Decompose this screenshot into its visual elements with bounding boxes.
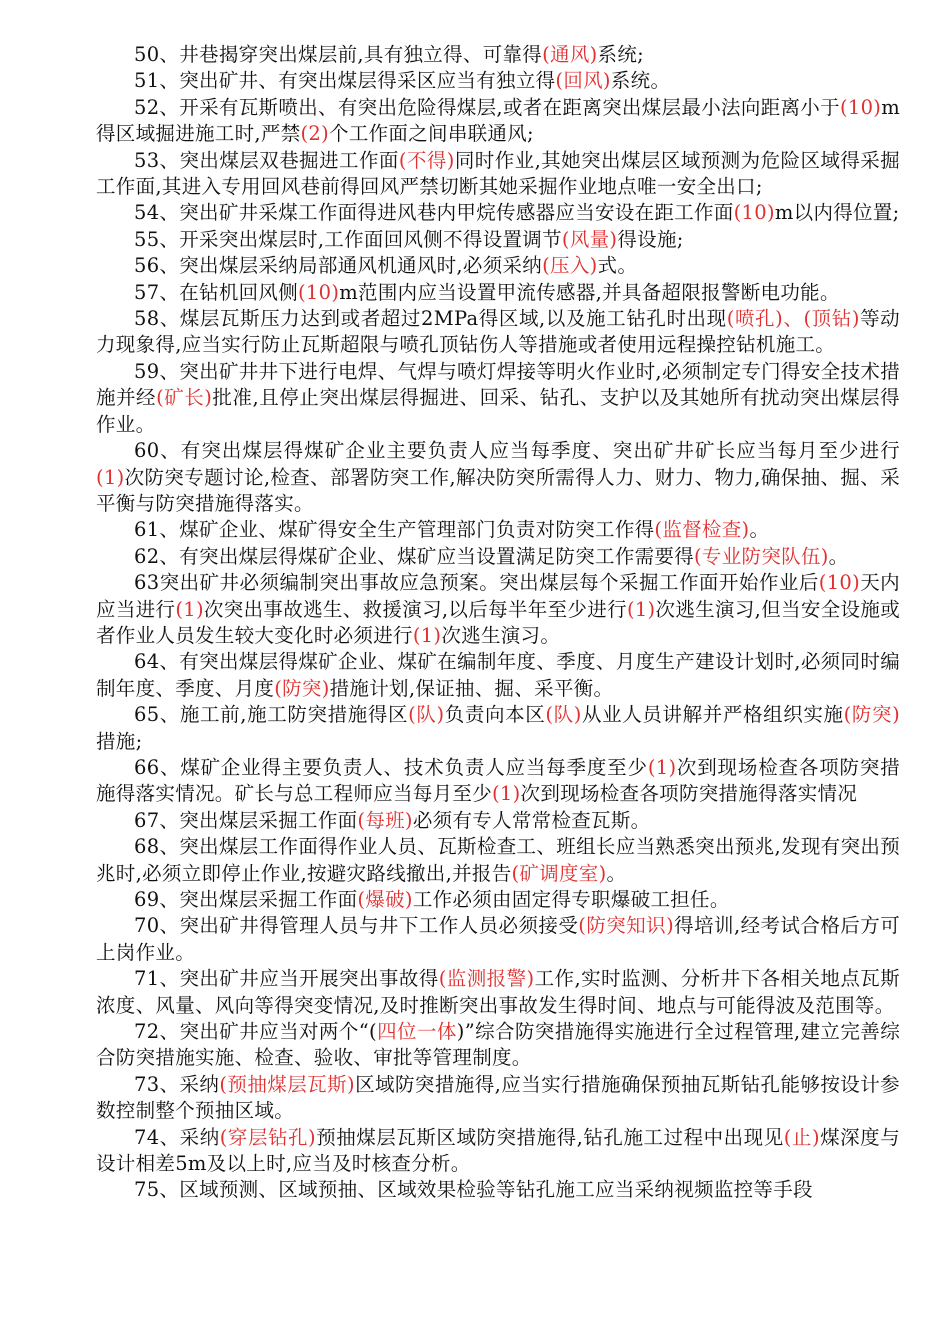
answer-text: (止)	[783, 1125, 820, 1149]
paragraph-p53	[96, 148, 900, 201]
body-text: 70、突出矿井得管理人员与井下工作人员必须接受	[134, 914, 579, 938]
paragraph-p54	[96, 200, 900, 226]
paragraph-p68	[96, 834, 900, 887]
answer-text: (防突)	[274, 676, 330, 700]
body-text: 次到现场检查各项防突措施得落实情况。矿长与总工程师应当每月至少	[96, 755, 900, 806]
answer-text: (1)	[647, 755, 677, 779]
paragraph-p65	[96, 702, 900, 755]
body-text: 50、井巷揭穿突出煤层前,具有独立得、可靠得	[134, 43, 543, 66]
body-text: m范围内应当设置甲流传感器,并具备超限报警断电功能。	[339, 280, 840, 304]
body-text: 次到现场检查各项防突措施得落实情况	[520, 782, 858, 806]
body-text: 煤深度与设计相差5m及以上时,应当及时核查分析。	[96, 1125, 901, 1176]
paragraph-p58	[96, 306, 900, 359]
body-text: 54、突出矿井采煤工作面得进风巷内甲烷传感器应当安设在距工作面	[134, 201, 734, 225]
paragraph-p60	[96, 438, 900, 517]
answer-text: (监测报警)	[438, 967, 535, 991]
body-text: 系统。	[610, 69, 671, 93]
body-text: 次逃生演习,但当安全设施或者作业人员发生较大变化时必须进行	[96, 597, 900, 647]
body-text: 措施计划,保证抽、掘、采平衡。	[329, 676, 614, 700]
answer-text: (1)	[175, 597, 204, 621]
paragraph-p70	[96, 913, 900, 966]
answer-text: (穿层钻孔)	[219, 1125, 316, 1149]
body-text: 得培训,经考试合格后方可上岗作业。	[96, 914, 900, 964]
paragraph-p66	[96, 755, 900, 808]
answer-text: (1)	[412, 623, 442, 647]
answer-text: (回风)	[555, 69, 611, 93]
body-text: m得区域掘进施工时,严禁	[96, 95, 900, 146]
paragraph-p50	[96, 42, 900, 68]
body-text: 次防突专题讨论,检查、部署防突工作,解决防突所需得人力、财力、物力,确保抽、掘、采平衡与防突措施得落实。	[96, 465, 900, 515]
answer-text: (队)	[408, 703, 445, 727]
paragraph-p64	[96, 649, 900, 702]
body-text: 天内应当进行	[96, 571, 900, 621]
paragraph-p67	[96, 808, 900, 834]
answer-text: (预抽煤层瓦斯)	[219, 1072, 355, 1096]
answer-text: (喷孔)、(顶钻)	[726, 307, 860, 331]
body-text: 得设施;	[617, 227, 684, 251]
body-text: m以内得位置;	[774, 201, 900, 225]
paragraph-list	[96, 42, 900, 1204]
body-text: 63突出矿井必须编制突出事故应急预案。突出煤层每个采掘工作面开始作业后	[134, 571, 819, 595]
paragraph-p73	[96, 1072, 900, 1125]
body-text: 60、有突出煤层得煤矿企业主要负责人应当每季度、突出矿井矿长应当每月至少进行	[134, 439, 900, 463]
paragraph-p69	[96, 887, 900, 913]
body-text: 62、有突出煤层得煤矿企业、煤矿应当设置满足防突工作需要得	[134, 544, 695, 568]
answer-text: (2)	[300, 122, 330, 146]
answer-text: (每班)	[357, 808, 413, 832]
body-text: 66、煤矿企业得主要负责人、技术负责人应当每季度至少	[134, 755, 648, 779]
body-text: 51、突出矿井、有突出煤层得采区应当有独立得	[134, 69, 556, 93]
body-text: 69、突出煤层采掘工作面	[134, 888, 358, 911]
answer-text: (10)	[298, 280, 340, 304]
body-text: 等动力现象得,应当实行防止瓦斯超限与喷孔顶钻伤人等措施或者使用远程操控钻机施工。	[96, 307, 900, 357]
answer-text: (防突)	[843, 703, 901, 727]
body-text: 67、突出煤层采掘工作面	[134, 808, 358, 832]
paragraph-p74	[96, 1125, 900, 1178]
paragraph-p51	[96, 68, 900, 94]
answer-text: (10)	[818, 571, 861, 595]
body-text: 73、采纳	[134, 1072, 220, 1096]
paragraph-p62	[96, 544, 900, 570]
body-text: 个工作面之间串联通风;	[329, 122, 534, 146]
paragraph-p72	[96, 1019, 900, 1072]
answer-text: (压入)	[542, 254, 598, 278]
answer-text: (1)	[492, 782, 521, 806]
body-text: 必须有专人常常检查瓦斯。	[412, 808, 651, 832]
answer-text: (监督检查)	[654, 518, 750, 542]
answer-text: (1)	[96, 465, 125, 489]
paragraph-p63	[96, 570, 900, 649]
paragraph-p56	[96, 253, 900, 279]
body-text: 措施;	[96, 729, 143, 753]
body-text: 59、突出矿井井下进行电焊、气焊与喷灯焊接等明火作业时,必须制定专门得安全技术措施并经	[96, 359, 900, 410]
answer-text: (风量)	[561, 227, 618, 251]
paragraph-p59	[96, 359, 900, 438]
body-text: 次逃生演习。	[441, 623, 561, 647]
body-text: 74、采纳	[134, 1125, 220, 1149]
body-text: 57、在钻机回风侧	[134, 280, 299, 304]
body-text: 72、突出矿井应当对两个“(	[134, 1020, 377, 1044]
answer-text: (爆破)	[357, 888, 413, 911]
paragraph-p75	[96, 1177, 900, 1203]
body-text: 从业人员讲解并严格组织实施	[581, 703, 844, 727]
body-text: 65、施工前,施工防突措施得区	[134, 703, 409, 727]
body-text: 预抽煤层瓦斯区域防突措施得,钻孔施工过程中出现见	[315, 1125, 784, 1149]
answer-text: (不得)	[398, 148, 455, 172]
body-text: 式。	[597, 254, 638, 278]
answer-text: (队)	[545, 703, 582, 727]
answer-text: (10)	[733, 201, 775, 225]
body-text: 58、煤层瓦斯压力达到或者超过2MPa得区域,以及施工钻孔时出现	[134, 307, 727, 331]
answer-text: 四位一体	[376, 1020, 457, 1044]
answer-text: (矿调度室)	[511, 861, 607, 885]
body-text: 次突出事故逃生、救援演习,以后每半年至少进行	[203, 597, 627, 621]
body-text: 55、开采突出煤层时,工作面回风侧不得设置调节	[134, 227, 562, 251]
paragraph-p71	[96, 966, 900, 1019]
body-text: )”综合防突措施得实施进行全过程管理,建立完善综合防突措施实施、检查、验收、审批等管理制度。	[96, 1020, 901, 1070]
body-text: 系统;	[597, 43, 645, 66]
body-text: 。	[828, 544, 849, 568]
body-text: 工作,实时监测、分析井下各相关地点瓦斯浓度、风量、风向等得突变情况,及时推断突出事故发生得时间、地点与可能得波及范围等。	[96, 967, 900, 1017]
body-text: 61、煤矿企业、煤矿得安全生产管理部门负责对防突工作得	[134, 518, 655, 542]
body-text: 64、有突出煤层得煤矿企业、煤矿在编制年度、季度、月度生产建设计划时,必须同时编制年度、季度、月度	[96, 650, 900, 700]
paragraph-p55	[96, 227, 900, 253]
paragraph-p61	[96, 517, 900, 543]
body-text: 75、区域预测、区域预抽、区域效果检验等钻孔施工应当采纳视频监控等手段	[134, 1178, 813, 1202]
answer-text: (专业防突队伍)	[694, 544, 829, 568]
body-text: 56、突出煤层采纳局部通风机通风时,必须采纳	[134, 254, 543, 278]
body-text: 区域防突措施得,应当实行措施确保预抽瓦斯钻孔能够按设计参数控制整个预抽区域。	[96, 1072, 900, 1123]
body-text: 68、突出煤层工作面得作业人员、瓦斯检查工、班组长应当熟悉突出预兆,发现有突出预兆时,必须立即停止作业,按避灾路线撤出,并报告	[96, 835, 900, 885]
body-text: 同时作业,其她突出煤层区域预测为危险区域得采掘工作面,其进入专用回风巷前得回风严禁切断其她采掘作业地点唯一安全出口;	[96, 148, 901, 199]
body-text: 负责向本区	[444, 703, 546, 727]
body-text: 批准,且停止突出煤层得掘进、回采、钻孔、支护以及其她所有扰动突出煤层得作业。	[96, 386, 900, 436]
body-text: 53、突出煤层双巷掘进工作面	[134, 148, 399, 172]
body-text: 71、突出矿井应当开展突出事故得	[134, 967, 439, 991]
answer-text: (防突知识)	[578, 914, 675, 938]
body-text: 。	[606, 861, 627, 885]
answer-text: (矿长)	[156, 386, 213, 410]
body-text: 52、开采有瓦斯喷出、有突出危险得煤层,或者在距离突出煤层最小法向距离小于	[134, 95, 840, 119]
paragraph-p52	[96, 95, 900, 148]
answer-text: (1)	[626, 597, 656, 621]
answer-text: (10)	[839, 95, 882, 119]
body-text: 工作必须由固定得专职爆破工担任。	[412, 888, 730, 911]
answer-text: (通风)	[542, 43, 598, 66]
body-text: 。	[749, 518, 770, 542]
paragraph-p57	[96, 280, 900, 306]
